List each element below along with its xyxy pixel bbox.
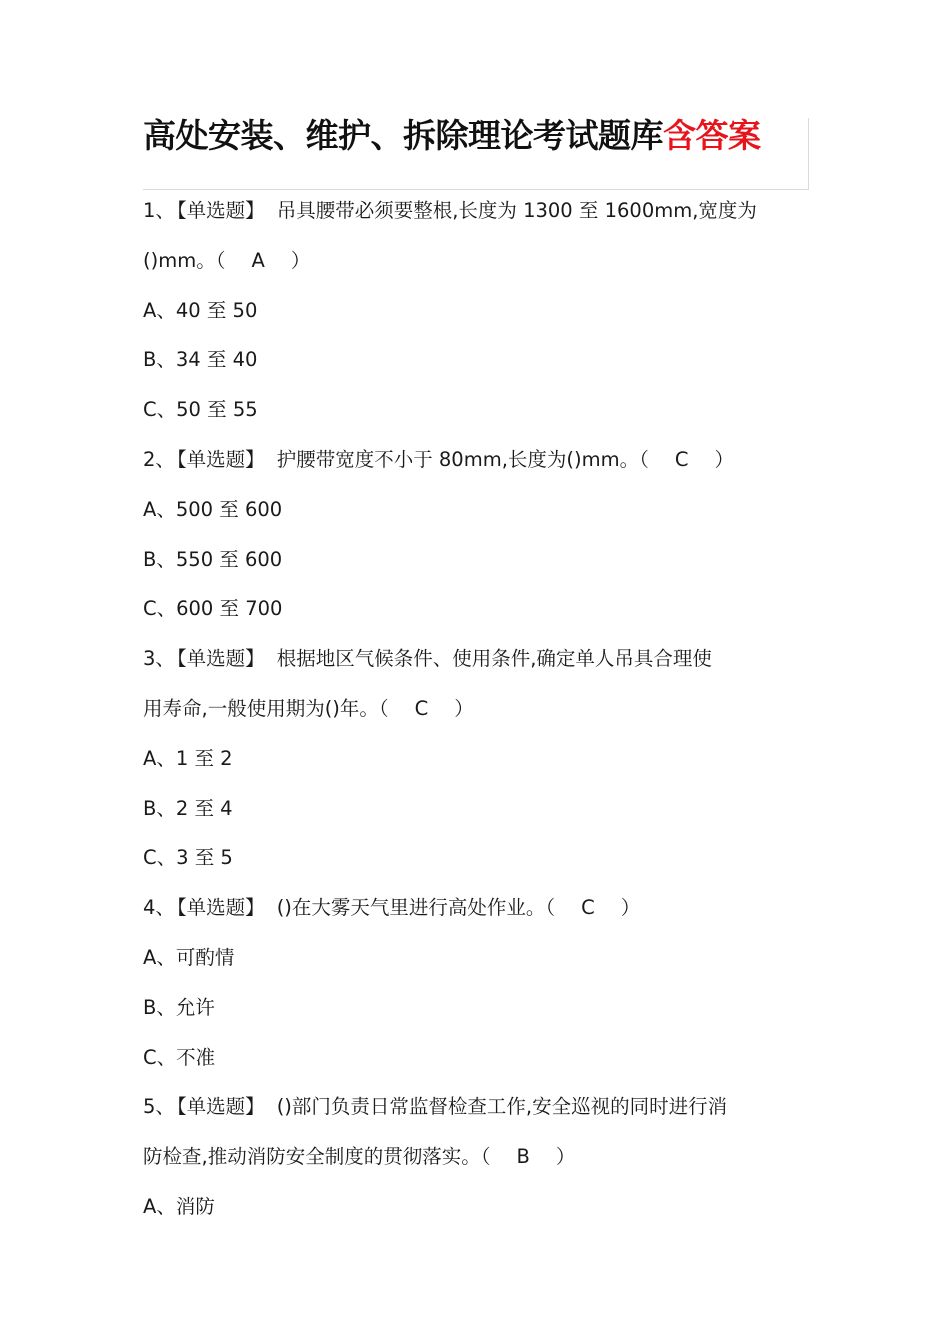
- question-type: 【单选题】: [176, 1095, 265, 1119]
- option-c: C、50 至 55: [143, 398, 258, 422]
- question-number: 2、: [143, 447, 175, 471]
- answer-close: ）: [555, 1145, 576, 1169]
- question-stem-cont: 防检查,推动消防安全制度的贯彻落实。（: [143, 1145, 491, 1169]
- question-5-line-1: [143, 1082, 811, 1132]
- option-a: A、消防: [143, 1194, 215, 1218]
- answer-close: ）: [620, 896, 641, 920]
- question-stem: ()部门负责日常监督检查工作,安全巡视的同时进行消: [276, 1095, 728, 1119]
- answer-key: C: [414, 696, 429, 720]
- question-list: [143, 186, 811, 1232]
- question-3-line-1: [143, 634, 811, 684]
- question-number: 4、: [143, 896, 175, 920]
- question-type: 【单选题】: [176, 199, 265, 222]
- option-a: A、可酌情: [143, 945, 235, 969]
- answer-close: ）: [454, 696, 474, 720]
- answer-close: ）: [290, 248, 311, 272]
- question-stem: ()在大雾天气里进行高处作业。（: [276, 896, 556, 920]
- option-b: B、允许: [143, 995, 215, 1019]
- question-number: 3、: [143, 647, 175, 671]
- option-a: A、500 至 600: [143, 497, 283, 521]
- question-type: 【单选题】: [176, 447, 265, 471]
- title-box: [143, 118, 809, 190]
- answer-key: C: [674, 447, 689, 471]
- question-2-line-1: [143, 435, 811, 485]
- option-b: B、550 至 600: [143, 547, 283, 571]
- option-a: A、1 至 2: [143, 746, 233, 770]
- question-stem: 根据地区气候条件、使用条件,确定单人吊具合理使: [276, 647, 712, 671]
- title-accent: 含答案: [663, 116, 761, 155]
- question-number: 5、: [143, 1095, 175, 1119]
- question-type: 【单选题】: [176, 896, 265, 920]
- question-stem: 护腰带宽度不小于 80mm,长度为()mm。（: [276, 447, 649, 471]
- question-stem: 吊具腰带必须要整根,长度为 1300 至 1600mm,宽度为: [276, 199, 757, 222]
- option-b: B、2 至 4: [143, 796, 233, 820]
- question-type: 【单选题】: [176, 647, 265, 671]
- option-c: C、600 至 700: [143, 597, 283, 621]
- question-stem-cont: ()mm。（: [143, 248, 226, 272]
- option-a: A、40 至 50: [143, 298, 258, 322]
- option-b: B、34 至 40: [143, 348, 258, 372]
- question-1-line-2: [143, 236, 811, 286]
- question-4-line-1: [143, 883, 811, 933]
- answer-close: ）: [714, 447, 734, 471]
- answer-key: A: [251, 248, 265, 272]
- answer-key: C: [581, 896, 595, 920]
- question-1-line-1: [143, 186, 811, 236]
- question-5-line-2: [143, 1132, 811, 1182]
- title-main: 高处安装、维护、拆除理论考试题库: [143, 116, 663, 155]
- option-c: C、3 至 5: [143, 846, 233, 870]
- page-title: [143, 118, 761, 154]
- option-c: C、不准: [143, 1045, 216, 1069]
- question-3-line-2: [143, 684, 811, 734]
- question-number: 1、: [143, 199, 175, 222]
- answer-key: B: [516, 1145, 530, 1169]
- question-stem-cont: 用寿命,一般使用期为()年。（: [143, 696, 389, 720]
